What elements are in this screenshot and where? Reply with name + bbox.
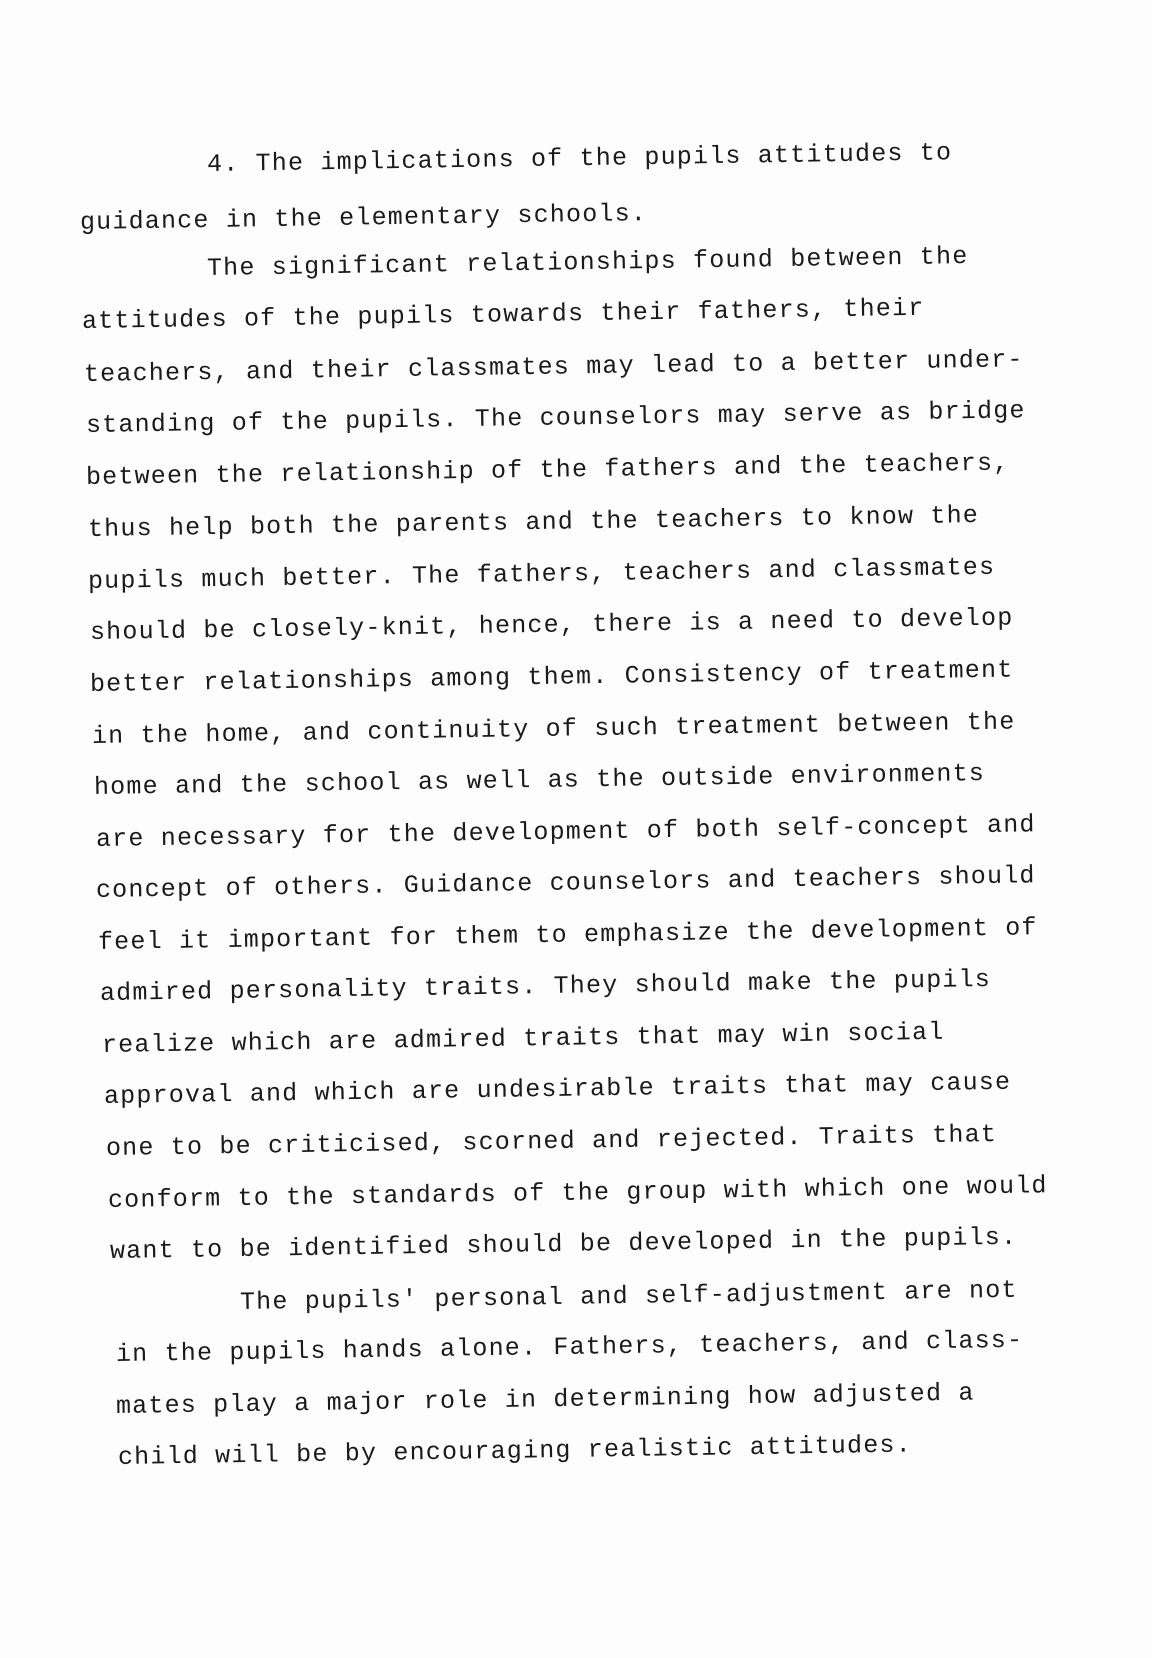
paragraph-line: thus help both the parents and the teachers to know the bbox=[87, 501, 980, 544]
paragraph-line: pupils much better. The fathers, teachers and classmates bbox=[87, 552, 996, 596]
paragraph-line: teachers, and their classmates may lead to a better under- bbox=[83, 345, 1024, 389]
paragraph-line: admired personality traits. They should make the pupils bbox=[99, 965, 992, 1008]
paragraph-line: conform to the standards of the group with which one would bbox=[107, 1171, 1048, 1215]
paragraph-line: The significant relationships found between the bbox=[206, 242, 969, 283]
paragraph-line: in the pupils hands alone. Fathers, teachers, and class- bbox=[115, 1325, 1024, 1369]
paragraph-line: mates play a major role in determining how adjusted a bbox=[115, 1378, 975, 1421]
paragraph-line: child will be by encouraging realistic attitudes. bbox=[117, 1430, 913, 1472]
paragraph-line: feel it important for them to emphasize the development of bbox=[97, 913, 1038, 957]
paragraph-line: approval and which are undesirable traits that may cause bbox=[103, 1067, 1012, 1111]
paragraph-line: attitudes of the pupils towards their fathers, their bbox=[81, 293, 925, 336]
paragraph-line: The pupils' personal and self-adjustment are not bbox=[239, 1275, 1018, 1317]
item-4-line-1: 4. The implications of the pupils attitudes to bbox=[206, 138, 953, 179]
paragraph-line: one to be criticised, scorned and rejected. Traits that bbox=[105, 1120, 998, 1163]
paragraph-line: better relationships among them. Consistency of treatment bbox=[89, 655, 1014, 699]
paragraph-line: in the home, and continuity of such treatment between the bbox=[91, 707, 1016, 751]
paragraph-line: realize which are admired traits that may win social bbox=[101, 1017, 945, 1060]
paragraph-line: home and the school as well as the outside environments bbox=[93, 759, 986, 802]
paragraph-line: should be closely-knit, hence, there is a need to develop bbox=[89, 603, 1014, 647]
paragraph-line: concept of others. Guidance counselors and teachers should bbox=[95, 861, 1036, 905]
item-4-line-2: guidance in the elementary schools. bbox=[79, 199, 648, 237]
paragraph-line: are necessary for the development of both self-concept and bbox=[95, 810, 1036, 854]
paragraph-line: want to be identified should be developed in the pupils. bbox=[109, 1222, 1018, 1266]
paragraph-line: between the relationship of the fathers and the teachers, bbox=[85, 448, 1010, 492]
paragraph-line: standing of the pupils. The counselors may serve as bridge bbox=[85, 396, 1026, 440]
